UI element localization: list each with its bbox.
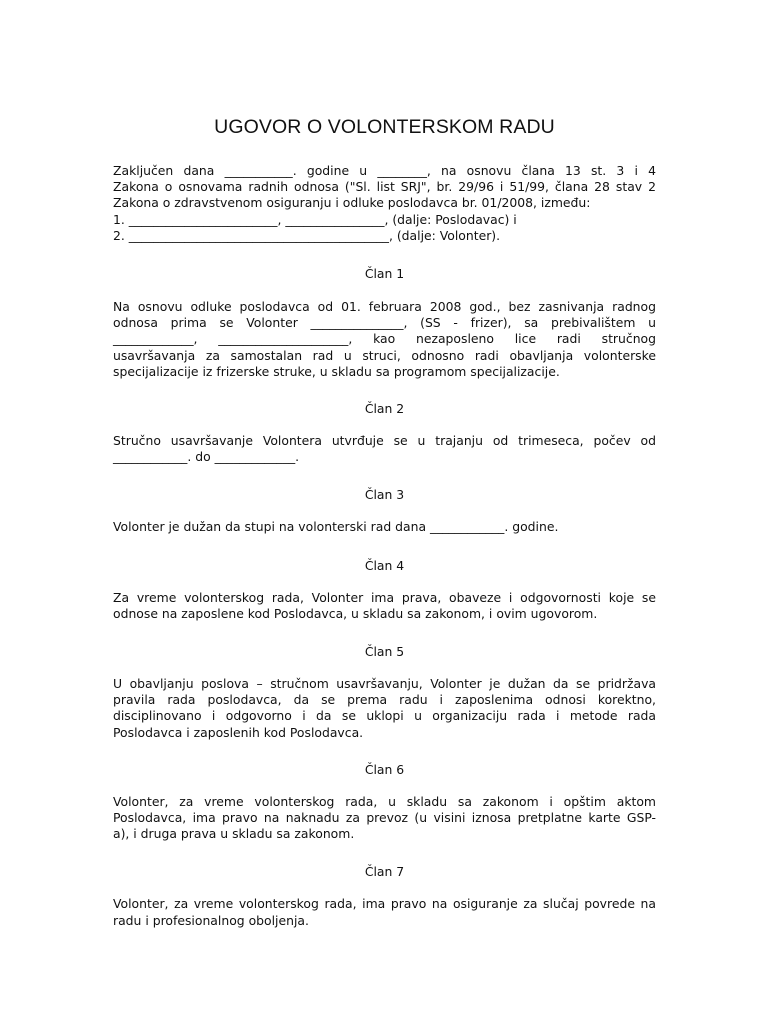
article-line: Volonter, za vreme volonterskog rada, u skladu sa zakonom i opštim aktom <box>113 793 656 809</box>
article-line: Stručno usavršavanje Volontera utvrđuje se u trajanju od trimeseca, počev od <box>113 433 656 449</box>
intro-line: 1. ________________________, ________________, (dalje: Poslodavac) i <box>113 211 517 227</box>
intro-line: Zakona o zdravstvenom osiguranju i odluke poslodavca br. 01/2008, između: <box>113 195 591 211</box>
article-heading: Član 5 <box>364 644 405 660</box>
article-paragraph <box>113 590 656 622</box>
article-paragraph <box>113 519 656 535</box>
article-line: usavršavanja za samostalan rad u struci, odnosno radi obavljanja volonterske <box>113 347 656 363</box>
article-line: Poslodavca, ima pravo na naknadu za prevoz (u visini iznosa pretplatne karte GSP- <box>113 810 656 826</box>
intro-line: 2. __________________________________________, (dalje: Volonter). <box>113 227 501 243</box>
document-title: UGOVOR O VOLONTERSKOM RADU <box>214 116 555 138</box>
article-line: odnose na zaposlene kod Poslodavca, u skladu sa zakonom, i ovim ugovorom. <box>113 605 598 621</box>
intro-paragraph <box>113 163 656 244</box>
article-line: a), i druga prava u skladu sa zakonom. <box>113 826 355 842</box>
article-heading: Član 4 <box>364 557 405 573</box>
article-paragraph <box>113 896 656 928</box>
article-paragraph <box>113 794 656 843</box>
article-paragraph <box>113 676 656 741</box>
article-heading: Član 1 <box>364 266 405 282</box>
article-heading: Član 7 <box>364 864 405 880</box>
article-line: specijalizacije iz frizerske struke, u skladu sa programom specijalizacije. <box>113 363 560 379</box>
article-line: Volonter je dužan da stupi na volonterski rad dana ____________. godine. <box>113 519 559 535</box>
article-paragraph <box>113 433 656 465</box>
article-heading: Član 3 <box>364 487 405 503</box>
article-line: Za vreme volonterskog rada, Volonter ima prava, obaveze i odgovornosti koje se <box>113 589 656 605</box>
article-line: U obavljanju poslova – stručnom usavršavanju, Volonter je dužan da se pridržava <box>113 676 656 692</box>
article-line: Volonter, za vreme volonterskog rada, ima pravo na osiguranje za slučaj povrede na <box>113 896 656 912</box>
article-line: radu i profesionalnog oboljenja. <box>113 912 309 928</box>
article-heading: Član 6 <box>364 761 405 777</box>
article-line: _____________, _____________________, kao nezaposleno lice radi stručnog <box>113 331 656 347</box>
article-line: Na osnovu odluke poslodavca od 01. februara 2008 god., bez zasnivanja radnog <box>113 299 656 315</box>
article-line: Poslodavca i zaposlenih kod Poslodavca. <box>113 724 364 740</box>
article-paragraph <box>113 299 656 380</box>
article-line: pravila rada poslodavca, da se prema radu i zaposlenima odnosi korektno, <box>113 692 656 708</box>
article-heading: Član 2 <box>364 401 405 417</box>
article-line: odnosa prima se Volonter _______________, (SS - frizer), sa prebivalištem u <box>113 315 656 331</box>
intro-line: Zakona o osnovama radnih odnosa ("Sl. list SRJ", br. 29/96 i 51/99, člana 28 stav 2 <box>113 179 656 195</box>
article-line: disciplinovano i odgovorno i da se uklopi u organizaciju rada i metode rada <box>113 708 656 724</box>
article-line: ____________. do _____________. <box>113 449 300 465</box>
document-page <box>113 116 656 929</box>
intro-line: Zaključen dana ___________. godine u ________, na osnovu člana 13 st. 3 i 4 <box>113 163 656 178</box>
